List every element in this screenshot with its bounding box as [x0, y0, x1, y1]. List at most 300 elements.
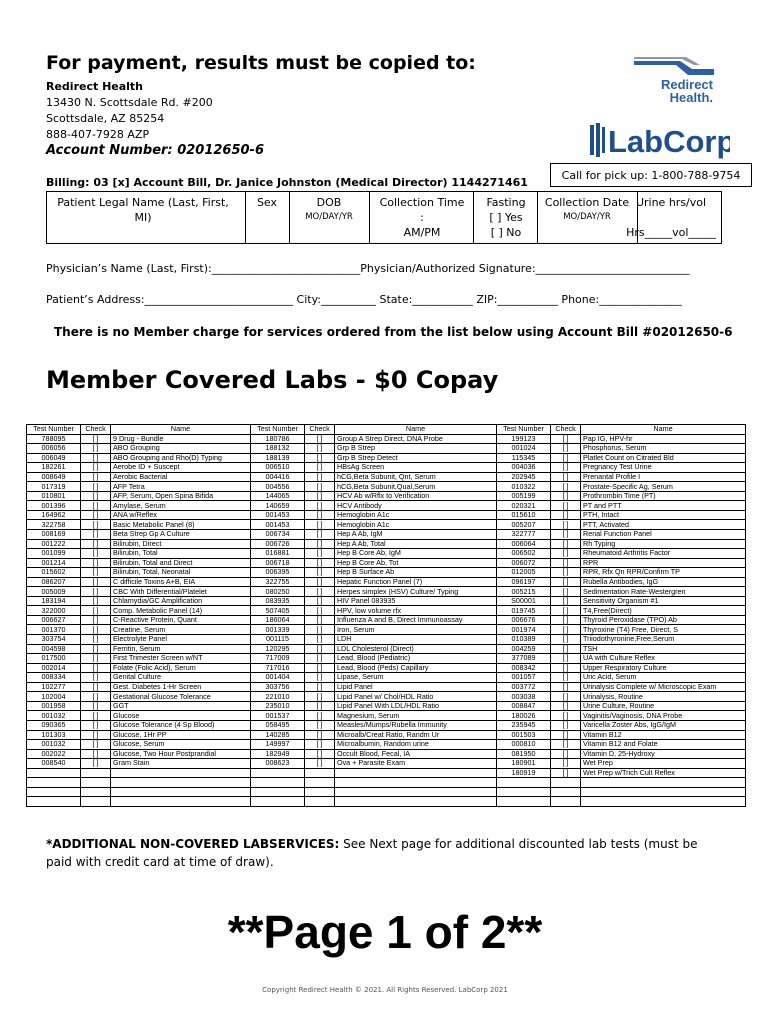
test-checkbox[interactable]: [ ]: [81, 539, 111, 549]
test-name: Ferritin, Serum: [111, 644, 251, 654]
table-row: [27, 787, 746, 797]
test-number: [251, 778, 305, 788]
test-number: 101303: [27, 730, 81, 740]
test-number: 001974: [497, 625, 551, 635]
test-name: ABO Grouping and Rho(D) Typing: [111, 453, 251, 463]
test-checkbox[interactable]: [ ]: [305, 510, 335, 520]
test-number: 000810: [497, 740, 551, 750]
test-number: 001370: [27, 625, 81, 635]
test-number: 006072: [497, 558, 551, 568]
test-checkbox[interactable]: [ ]: [305, 692, 335, 702]
test-checkbox[interactable]: [ ]: [81, 615, 111, 625]
test-checkbox[interactable]: [ ]: [81, 558, 111, 568]
test-name: Pap IG, HPV-hr: [581, 434, 746, 444]
test-name: Hep B Core Ab, IgM: [335, 549, 497, 559]
test-checkbox[interactable]: [ ]: [305, 759, 335, 769]
test-checkbox[interactable]: [ ]: [81, 510, 111, 520]
test-name: Gram Stain: [111, 759, 251, 769]
test-checkbox[interactable]: [ ]: [81, 673, 111, 683]
address-line-2: Scottsdale, AZ 85254: [46, 112, 165, 125]
test-number: 180901: [497, 759, 551, 769]
test-checkbox[interactable]: [ ]: [81, 654, 111, 664]
table-row: [27, 453, 746, 463]
test-name: Rheumatoid Arthritis Factor: [581, 549, 746, 559]
test-name: HBsAg Screen: [335, 463, 497, 473]
test-number: 182261: [27, 463, 81, 473]
test-name: TSH: [581, 644, 746, 654]
test-name: Prenantal Profile I: [581, 472, 746, 482]
test-name: Sedimentation Rate-Westergren: [581, 587, 746, 597]
patient-info-box: [46, 191, 722, 244]
test-number: 010801: [27, 491, 81, 501]
table-row: [27, 663, 746, 673]
test-name: Varicella Zoster Abs, IgG/IgM: [581, 720, 746, 730]
fasting-yes[interactable]: [ ] Yes: [489, 211, 523, 224]
test-checkbox[interactable]: [ ]: [551, 453, 581, 463]
test-number: 008649: [27, 472, 81, 482]
test-number: 001222: [27, 539, 81, 549]
copyright: Copyright Redirect Health © 2021. All Rights Reserved. LabCorp 2021: [262, 986, 508, 994]
test-checkbox[interactable]: [ ]: [305, 587, 335, 597]
column-header: Check: [81, 425, 111, 435]
test-name: Bilirubin, Total and Direct: [111, 558, 251, 568]
table-row: [27, 768, 746, 778]
test-checkbox[interactable]: [ ]: [81, 434, 111, 444]
test-checkbox[interactable]: [ ]: [305, 444, 335, 454]
collection-date-field: [539, 195, 635, 225]
fasting-no[interactable]: [ ] No: [490, 226, 522, 239]
test-checkbox[interactable]: [ ]: [81, 501, 111, 511]
test-checkbox[interactable]: [ ]: [81, 692, 111, 702]
test-number: 006718: [251, 558, 305, 568]
test-checkbox[interactable]: [ ]: [551, 463, 581, 473]
test-name: [111, 768, 251, 778]
test-name: Vitamin B12: [581, 730, 746, 740]
test-checkbox[interactable]: [ ]: [551, 510, 581, 520]
test-name: Aerobic Bacterial: [111, 472, 251, 482]
test-checkbox[interactable]: [ ]: [305, 577, 335, 587]
table-row: [27, 720, 746, 730]
test-name: PTH, Intact: [581, 510, 746, 520]
test-number: [27, 768, 81, 778]
test-number: [251, 768, 305, 778]
test-number: 001024: [497, 444, 551, 454]
test-name: Bilirubin, Total, Neonatal: [111, 568, 251, 578]
test-checkbox[interactable]: [ ]: [81, 625, 111, 635]
test-checkbox[interactable]: [ ]: [551, 701, 581, 711]
test-number: 149997: [251, 740, 305, 750]
test-checkbox[interactable]: [ ]: [551, 520, 581, 530]
test-checkbox[interactable]: [ ]: [81, 720, 111, 730]
account-number: Account Number: 02012650-6: [46, 143, 264, 158]
test-checkbox[interactable]: [ ]: [551, 434, 581, 444]
test-checkbox[interactable]: [ ]: [81, 453, 111, 463]
test-checkbox[interactable]: [ ]: [551, 444, 581, 454]
test-checkbox[interactable]: [ ]: [305, 654, 335, 664]
test-name: Lipid Panel: [335, 682, 497, 692]
dob-field: [291, 195, 367, 225]
svg-text:Health.: Health.: [669, 90, 713, 105]
test-checkbox[interactable]: [ ]: [551, 606, 581, 616]
test-number: 006734: [251, 530, 305, 540]
test-name: Wet Prep w/Trich Cult Reflex: [581, 768, 746, 778]
org-name: Redirect Health: [46, 80, 144, 93]
table-row: [27, 463, 746, 473]
test-checkbox[interactable]: [ ]: [81, 663, 111, 673]
test-name: C difficile Toxins A+B, EIA: [111, 577, 251, 587]
test-number: 788095: [27, 434, 81, 444]
test-number: 004259: [497, 644, 551, 654]
table-row: [27, 692, 746, 702]
test-number: 016881: [251, 549, 305, 559]
test-checkbox[interactable]: [ ]: [551, 692, 581, 702]
test-checkbox[interactable]: [81, 787, 111, 797]
column-header: Test Number: [497, 425, 551, 435]
test-number: 001958: [27, 701, 81, 711]
test-name: Rh Typing: [581, 539, 746, 549]
test-checkbox[interactable]: [ ]: [551, 558, 581, 568]
test-checkbox[interactable]: [ ]: [305, 434, 335, 444]
test-number: 008342: [497, 663, 551, 673]
test-number: [27, 778, 81, 788]
test-name: Lead, Blood (Pediatric): [335, 654, 497, 664]
test-number: 017319: [27, 482, 81, 492]
labs-table-header: [27, 425, 746, 435]
test-checkbox[interactable]: [ ]: [305, 635, 335, 645]
test-number: 183194: [27, 596, 81, 606]
test-checkbox[interactable]: [ ]: [81, 596, 111, 606]
test-checkbox[interactable]: [ ]: [551, 615, 581, 625]
test-name: LDH: [335, 635, 497, 645]
test-checkbox[interactable]: [ ]: [305, 482, 335, 492]
test-number: 001404: [251, 673, 305, 683]
test-checkbox[interactable]: [ ]: [551, 577, 581, 587]
test-checkbox[interactable]: [ ]: [305, 491, 335, 501]
test-number: 008540: [27, 759, 81, 769]
test-name: Herpes simplex (HSV) Culture/ Typing: [335, 587, 497, 597]
column-header: Test Number: [251, 425, 305, 435]
table-row: [27, 635, 746, 645]
test-checkbox[interactable]: [ ]: [305, 453, 335, 463]
test-checkbox[interactable]: [ ]: [81, 606, 111, 616]
test-number: 322758: [27, 520, 81, 530]
test-number: 010389: [497, 635, 551, 645]
test-checkbox[interactable]: [ ]: [551, 759, 581, 769]
test-number: 717016: [251, 663, 305, 673]
table-row: [27, 434, 746, 444]
test-checkbox[interactable]: [ ]: [551, 501, 581, 511]
test-name: Glucose, Serum: [111, 740, 251, 750]
test-checkbox[interactable]: [ ]: [551, 654, 581, 664]
test-name: Comp. Metabolic Panel (14): [111, 606, 251, 616]
test-name: Lipase, Serum: [335, 673, 497, 683]
test-checkbox[interactable]: [ ]: [551, 482, 581, 492]
test-checkbox[interactable]: [ ]: [551, 673, 581, 683]
test-checkbox[interactable]: [ ]: [81, 530, 111, 540]
test-checkbox[interactable]: [ ]: [81, 711, 111, 721]
test-name: Glucose Tolerance (4 Sp Blood): [111, 720, 251, 730]
test-number: 001503: [497, 730, 551, 740]
test-number: 322777: [497, 530, 551, 540]
patient-name-label: Patient Legal Name (Last, First, MI): [57, 196, 229, 224]
test-checkbox[interactable]: [ ]: [81, 549, 111, 559]
test-checkbox[interactable]: [ ]: [305, 720, 335, 730]
test-number: [27, 797, 81, 807]
test-checkbox[interactable]: [ ]: [81, 577, 111, 587]
test-number: 180026: [497, 711, 551, 721]
test-number: [497, 787, 551, 797]
test-checkbox[interactable]: [ ]: [81, 644, 111, 654]
test-checkbox[interactable]: [ ]: [305, 472, 335, 482]
test-checkbox[interactable]: [305, 787, 335, 797]
table-row: [27, 749, 746, 759]
test-checkbox[interactable]: [ ]: [551, 730, 581, 740]
test-name: Prostate-Specific Ag, Serum: [581, 482, 746, 492]
test-number: 005009: [27, 587, 81, 597]
test-number: 001453: [251, 510, 305, 520]
test-number: 235010: [251, 701, 305, 711]
column-header: Check: [305, 425, 335, 435]
test-checkbox[interactable]: [ ]: [551, 530, 581, 540]
test-checkbox[interactable]: [ ]: [551, 539, 581, 549]
sex-label: Sex: [256, 196, 278, 209]
test-name: [335, 778, 497, 788]
test-number: 164962: [27, 510, 81, 520]
test-number: 120295: [251, 644, 305, 654]
test-checkbox[interactable]: [ ]: [305, 520, 335, 530]
test-name: Hep B Core Ab, Tot: [335, 558, 497, 568]
test-name: [335, 787, 497, 797]
test-name: Urinalysis Complete w/ Microscopic Exam: [581, 682, 746, 692]
test-checkbox[interactable]: [ ]: [551, 663, 581, 673]
test-number: 199123: [497, 434, 551, 444]
test-checkbox[interactable]: [ ]: [305, 682, 335, 692]
test-name: AFP Tetra: [111, 482, 251, 492]
additional-services-note: [46, 835, 726, 871]
test-checkbox[interactable]: [ ]: [305, 644, 335, 654]
test-number: 221010: [251, 692, 305, 702]
test-number: 010322: [497, 482, 551, 492]
test-number: 006726: [251, 539, 305, 549]
test-checkbox[interactable]: [ ]: [551, 644, 581, 654]
test-checkbox[interactable]: [ ]: [81, 482, 111, 492]
test-checkbox[interactable]: [551, 778, 581, 788]
test-checkbox[interactable]: [ ]: [305, 673, 335, 683]
test-number: [27, 787, 81, 797]
test-checkbox[interactable]: [ ]: [305, 615, 335, 625]
test-number: 001537: [251, 711, 305, 721]
test-checkbox[interactable]: [ ]: [305, 701, 335, 711]
test-name: PT and PTT: [581, 501, 746, 511]
test-name: Thyroid Peroxidase (TPO) Ab: [581, 615, 746, 625]
test-checkbox[interactable]: [ ]: [305, 568, 335, 578]
test-name: Lipid Panel With LDL/HDL Ratio: [335, 701, 497, 711]
test-name: Glucose, Two Hour Postprandial: [111, 749, 251, 759]
test-name: Renal Function Panel: [581, 530, 746, 540]
test-number: 006395: [251, 568, 305, 578]
test-checkbox[interactable]: [ ]: [305, 501, 335, 511]
test-name: Grp B Strep: [335, 444, 497, 454]
test-checkbox[interactable]: [81, 797, 111, 807]
test-name: First Trimester Screen w/NT: [111, 654, 251, 664]
physician-line[interactable]: Physician’s Name (Last, First):___________________________Physician/Authorized Signature:____________________________: [46, 262, 690, 275]
test-checkbox[interactable]: [ ]: [551, 587, 581, 597]
test-checkbox[interactable]: [305, 768, 335, 778]
test-checkbox[interactable]: [ ]: [81, 730, 111, 740]
test-checkbox[interactable]: [ ]: [305, 596, 335, 606]
payment-title: For payment, results must be copied to:: [46, 52, 476, 74]
column-header: Check: [551, 425, 581, 435]
test-number: 003772: [497, 682, 551, 692]
test-number: 507405: [251, 606, 305, 616]
table-row: [27, 730, 746, 740]
test-name: RPR, Rfx Qn RPR/Confirm TP: [581, 568, 746, 578]
test-checkbox[interactable]: [ ]: [305, 711, 335, 721]
test-checkbox[interactable]: [ ]: [81, 491, 111, 501]
table-row: [27, 501, 746, 511]
test-number: [251, 797, 305, 807]
test-checkbox[interactable]: [ ]: [305, 549, 335, 559]
test-name: Microalbumin, Random urine: [335, 740, 497, 750]
test-checkbox[interactable]: [ ]: [305, 749, 335, 759]
test-checkbox[interactable]: [ ]: [81, 701, 111, 711]
test-checkbox[interactable]: [ ]: [305, 539, 335, 549]
test-checkbox[interactable]: [ ]: [551, 596, 581, 606]
test-checkbox[interactable]: [ ]: [81, 444, 111, 454]
test-name: Upper Respiratory Culture: [581, 663, 746, 673]
table-row: [27, 472, 746, 482]
table-row: [27, 482, 746, 492]
test-name: Wet Prep: [581, 759, 746, 769]
test-name: Hep B Surface Ab: [335, 568, 497, 578]
test-number: 140659: [251, 501, 305, 511]
collection-time-ampm: AM/PM: [403, 226, 441, 239]
test-checkbox[interactable]: [ ]: [81, 472, 111, 482]
fasting-label: Fasting: [486, 196, 526, 209]
test-name: Phosphorus, Serum: [581, 444, 746, 454]
table-row: [27, 596, 746, 606]
test-checkbox[interactable]: [ ]: [551, 625, 581, 635]
test-checkbox[interactable]: [ ]: [551, 472, 581, 482]
test-checkbox[interactable]: [ ]: [81, 568, 111, 578]
test-name: Hepatic Function Panel (7): [335, 577, 497, 587]
test-checkbox[interactable]: [305, 797, 335, 807]
test-checkbox[interactable]: [ ]: [81, 635, 111, 645]
test-number: 015602: [27, 568, 81, 578]
test-checkbox[interactable]: [ ]: [305, 606, 335, 616]
test-name: Bilirubin, Total: [111, 549, 251, 559]
test-checkbox[interactable]: [81, 768, 111, 778]
test-name: Grp B Strep Detect: [335, 453, 497, 463]
test-checkbox[interactable]: [ ]: [551, 740, 581, 750]
test-number: 008847: [497, 701, 551, 711]
test-checkbox[interactable]: [ ]: [81, 463, 111, 473]
test-number: [497, 778, 551, 788]
test-checkbox[interactable]: [ ]: [305, 530, 335, 540]
test-checkbox[interactable]: [ ]: [305, 663, 335, 673]
test-name: Amylase, Serum: [111, 501, 251, 511]
table-row: [27, 654, 746, 664]
test-name: C-Reactive Protein, Quant: [111, 615, 251, 625]
test-number: 180786: [251, 434, 305, 444]
test-checkbox[interactable]: [551, 787, 581, 797]
test-checkbox[interactable]: [81, 778, 111, 788]
test-name: Electrolyte Panel: [111, 635, 251, 645]
test-name: Magnesium, Serum: [335, 711, 497, 721]
table-row: [27, 539, 746, 549]
urine-blank[interactable]: Hrs_____vol_____: [626, 226, 716, 239]
test-name: Urine Culture, Routine: [581, 701, 746, 711]
test-checkbox[interactable]: [ ]: [81, 740, 111, 750]
test-number: 006510: [251, 463, 305, 473]
test-number: 096197: [497, 577, 551, 587]
test-number: 001396: [27, 501, 81, 511]
billing-line: Billing: 03 [x] Account Bill, Dr. Janice Johnston (Medical Director) 1144271461: [46, 176, 528, 189]
test-checkbox[interactable]: [ ]: [81, 749, 111, 759]
test-checkbox[interactable]: [ ]: [551, 635, 581, 645]
test-checkbox[interactable]: [ ]: [551, 568, 581, 578]
test-checkbox[interactable]: [ ]: [81, 682, 111, 692]
test-name: [111, 778, 251, 788]
test-checkbox[interactable]: [ ]: [81, 520, 111, 530]
test-name: Bilirubin, Direct: [111, 539, 251, 549]
test-checkbox[interactable]: [305, 778, 335, 788]
test-checkbox[interactable]: [ ]: [551, 749, 581, 759]
table-row: [27, 615, 746, 625]
test-checkbox[interactable]: [ ]: [551, 682, 581, 692]
test-number: 001057: [497, 673, 551, 683]
test-name: RPR: [581, 558, 746, 568]
test-checkbox[interactable]: [ ]: [551, 711, 581, 721]
test-checkbox[interactable]: [ ]: [81, 587, 111, 597]
column-header: Name: [111, 425, 251, 435]
table-row: [27, 549, 746, 559]
test-number: 001032: [27, 740, 81, 750]
test-name: Ova + Parasite Exam: [335, 759, 497, 769]
test-checkbox[interactable]: [ ]: [551, 720, 581, 730]
table-row: [27, 491, 746, 501]
test-number: 002014: [27, 663, 81, 673]
additional-services-bold: *ADDITIONAL NON-COVERED LABSERVICES:: [46, 837, 340, 851]
test-checkbox[interactable]: [ ]: [81, 759, 111, 769]
table-row: [27, 558, 746, 568]
test-number: 001214: [27, 558, 81, 568]
test-name: ANA w/Reflex: [111, 510, 251, 520]
test-checkbox[interactable]: [551, 797, 581, 807]
test-number: 102004: [27, 692, 81, 702]
test-number: 058495: [251, 720, 305, 730]
test-number: 081950: [497, 749, 551, 759]
test-checkbox[interactable]: [ ]: [551, 768, 581, 778]
test-checkbox[interactable]: [ ]: [305, 558, 335, 568]
redirect-health-logo: [634, 55, 714, 105]
test-name: Lipid Panel w/ Chol/HDL Ratio: [335, 692, 497, 702]
test-name: Gestational Glucose Tolerance: [111, 692, 251, 702]
test-number: 008169: [27, 530, 81, 540]
test-checkbox[interactable]: [ ]: [551, 549, 581, 559]
test-checkbox[interactable]: [ ]: [305, 740, 335, 750]
test-name: Glucose: [111, 711, 251, 721]
patient-address-line[interactable]: Patient’s Address:___________________________ City:__________ State:___________ ZIP:___________ Phone:_______________: [46, 293, 682, 306]
collection-time-label: Collection Time: [379, 196, 465, 209]
column-header: Name: [581, 425, 746, 435]
test-checkbox[interactable]: [ ]: [305, 730, 335, 740]
test-name: Lead, Blood (Peds) Capillary: [335, 663, 497, 673]
test-checkbox[interactable]: [ ]: [305, 463, 335, 473]
test-checkbox[interactable]: [ ]: [305, 625, 335, 635]
test-checkbox[interactable]: [ ]: [551, 491, 581, 501]
table-row: [27, 606, 746, 616]
